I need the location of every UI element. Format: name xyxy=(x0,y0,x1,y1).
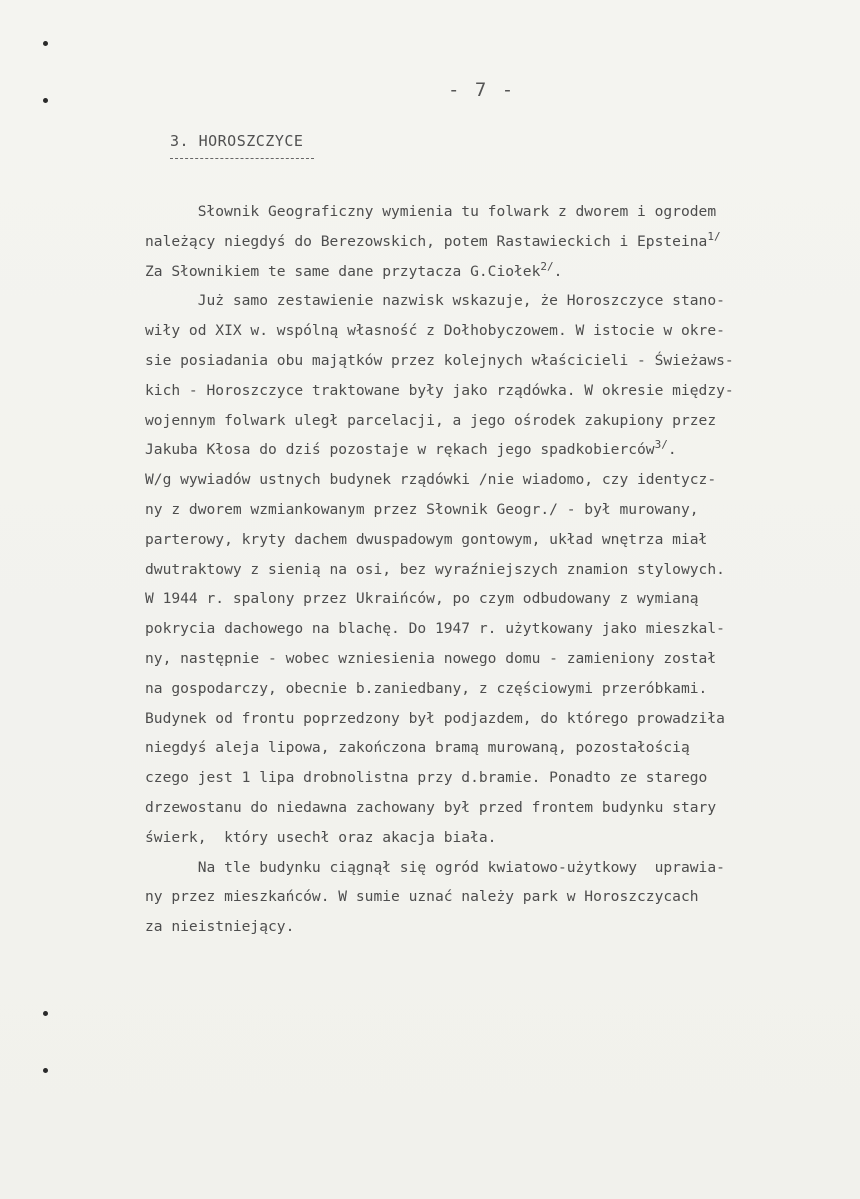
binder-hole-dot xyxy=(43,41,48,46)
text-line: parterowy, kryty dachem dwuspadowym gontowym, układ wnętrza miał xyxy=(145,530,708,548)
text-line: Słownik Geograficzny wymienia tu folwark z dworem i ogrodem xyxy=(145,203,717,220)
text-line: Jakuba Kłosa do dziś pozostaje w rękach jego spadkobierców$^{3/}$. xyxy=(145,438,677,459)
text-line: należący niegdyś do Berezowskich, potem Rastawieckich i Epsteina$^{1/}$ xyxy=(145,229,721,250)
footnote-ref: 2/ xyxy=(540,259,554,273)
footnote-ref: 3/ xyxy=(654,438,668,452)
text-line: za nieistniejący. xyxy=(145,918,295,936)
text-line: Budynek od frontu poprzedzony był podjazdem, do którego prowadziła xyxy=(145,709,725,727)
binder-hole-dot xyxy=(43,98,48,103)
text-line: niegdyś aleja lipowa, zakończona bramą murowaną, pozostałością xyxy=(145,739,690,757)
text-line: W/g wywiadów ustnych budynek rządówki /nie wiadomo, czy identycz- xyxy=(145,471,717,489)
section-heading: 3. HOROSZCZYCE xyxy=(170,132,304,150)
body-text xyxy=(145,197,835,942)
heading-underline xyxy=(170,158,314,159)
text-line: Na tle budynku ciągnął się ogród kwiatowo-użytkowy uprawia- xyxy=(145,858,725,876)
text-line: wojennym folwark uległ parcelacji, a jego ośrodek zakupiony przez xyxy=(145,411,717,429)
text-line: pokrycia dachowego na blachę. Do 1947 r. użytkowany jako mieszkal- xyxy=(145,620,725,638)
text-line: sie posiadania obu majątków przez kolejnych właścicieli - Świeżaws- xyxy=(145,351,734,369)
text-line: wiły od XIX w. wspólną własność z Dołhobyczowem. W istocie w okre- xyxy=(145,322,725,340)
binder-hole-dot xyxy=(43,1068,48,1073)
text-line: ny, następnie - wobec wzniesienia nowego domu - zamieniony został xyxy=(145,649,717,667)
text-line: Za Słownikiem te same dane przytacza G.Ciołek$^{2/}$. xyxy=(145,259,563,280)
text-line: świerk, który usechł oraz akacja biała. xyxy=(145,828,497,846)
text-line: Już samo zestawienie nazwisk wskazuje, że Horoszczyce stano- xyxy=(145,292,725,310)
text-line: kich - Horoszczyce traktowane były jako rządówka. W okresie między- xyxy=(145,381,734,399)
text-line: ny z dworem wzmiankowanym przez Słownik Geogr./ - był murowany, xyxy=(145,500,699,518)
page-number: - 7 - xyxy=(448,79,516,101)
footnote-ref: 1/ xyxy=(707,229,721,243)
text-line: dwutraktowy z sienią na osi, bez wyraźniejszych znamion stylowych. xyxy=(145,560,725,578)
text-line: czego jest 1 lipa drobnolistna przy d.bramie. Ponadto ze starego xyxy=(145,769,708,787)
text-line: ny przez mieszkańców. W sumie uznać należy park w Horoszczycach xyxy=(145,888,699,906)
text-line: W 1944 r. spalony przez Ukraińców, po czym odbudowany z wymianą xyxy=(145,590,699,608)
binder-hole-dot xyxy=(43,1011,48,1016)
text-line: na gospodarczy, obecnie b.zaniedbany, z częściowymi przeróbkami. xyxy=(145,679,708,697)
text-line: drzewostanu do niedawna zachowany był przed frontem budynku stary xyxy=(145,798,717,816)
